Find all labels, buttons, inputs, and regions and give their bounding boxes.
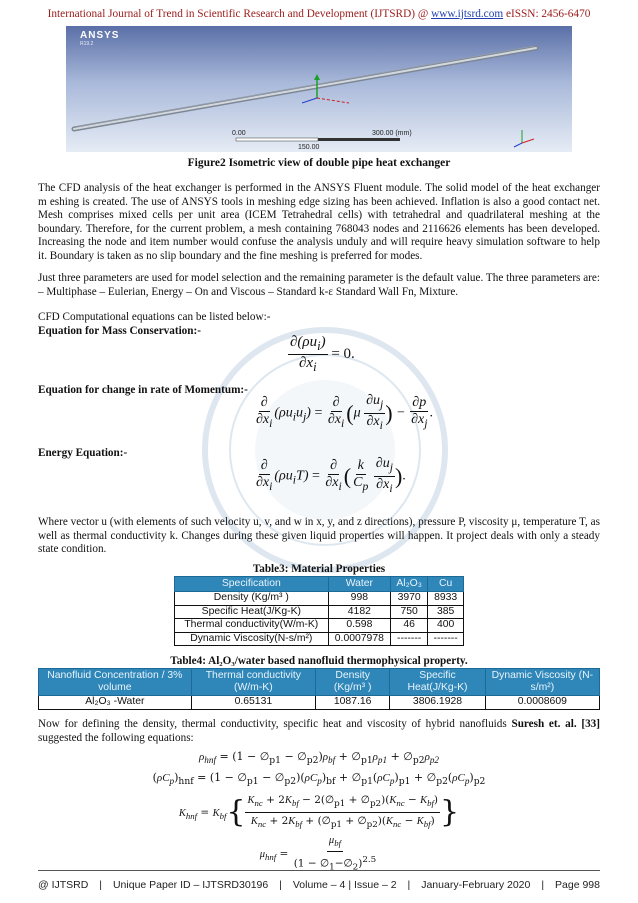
viscosity-formula: $\mu_{hnf}$ = $\frac{\mu_{bf}}{(1 - \emptyset_1-\emptyset_2)^{2.5}}$ — [0, 832, 638, 876]
footer-separator: | — [407, 879, 411, 891]
table-row — [175, 619, 464, 633]
scale-mid-label: 150.00 — [298, 144, 320, 151]
paragraph-parameters: Just three parameters are used for model selection and the remaining parameter is the default value. The three parameters are: – Multiphase – Eulerian, Energy – On and Viscous – Standard k-ε Standard Wall Fn, Mixture. — [38, 272, 600, 298]
reference-citation: Suresh et. al. [33] — [511, 718, 600, 730]
ansys-version: R19.2 — [80, 41, 94, 47]
scale-end-label: 300.00 (mm) — [372, 130, 412, 137]
footer-separator: | — [541, 879, 545, 891]
table-cell: 0.0007978 — [328, 632, 390, 646]
table-cell: 385 — [428, 605, 464, 619]
table-cell: 1087.16 — [316, 696, 390, 710]
table3-title: Table3: Material Properties — [252, 563, 386, 575]
double-pipe-model — [74, 46, 536, 129]
table-header-cell: Al₂O₃ — [391, 577, 428, 592]
table-cell: ------- — [428, 632, 464, 646]
table-cell: Specific Heat(J/Kg-K) — [175, 605, 329, 619]
table-header-cell: Dynamic Viscosity (N-s/m²) — [485, 669, 599, 696]
energy-heading: Energy Equation:- — [38, 447, 128, 459]
table-row — [39, 696, 600, 710]
table-cell: 8933 — [428, 592, 464, 606]
material-properties-table — [174, 576, 464, 646]
table-cell: 400 — [428, 619, 464, 633]
footer-separator: | — [99, 879, 103, 891]
table-cell: 3806.1928 — [390, 696, 485, 710]
table-header-row — [175, 577, 464, 592]
momentum-heading: Equation for change in rate of Momentum:- — [38, 384, 248, 396]
table-cell: 0.598 — [328, 619, 390, 633]
paragraph-nanofluid-definitions — [38, 718, 600, 745]
table-header-cell: Cu — [428, 577, 464, 592]
table-header-cell: Water — [328, 577, 390, 592]
table-cell: Dynamic Viscosity(N-s/m²) — [175, 632, 329, 646]
table-cell: 0.65131 — [191, 696, 315, 710]
table4-title: Table4: Al₂O₃/water based nanofluid thermophysical property. — [170, 655, 468, 667]
footer-volume: Volume – 4 | Issue – 2 — [292, 879, 397, 891]
journal-issn: eISSN: 2456-6470 — [503, 8, 591, 20]
mass-conservation-heading: Equation for Mass Conservation:- — [38, 325, 201, 337]
table-cell: 4182 — [328, 605, 390, 619]
ansys-isometric-figure — [66, 26, 572, 152]
page-footer — [38, 879, 600, 891]
footer-separator: | — [279, 879, 282, 891]
table-header-cell: Thermal conductivity (W/m-K) — [191, 669, 315, 696]
footer-divider — [38, 870, 600, 871]
table-cell: Thermal conductivity(W/m-K) — [175, 619, 329, 633]
paragraph-cfd-analysis: The CFD analysis of the heat exchanger is performed in the ANSYS Fluent module. The solid model of the heat exchanger m eshing is created. The use of ANSYS tools in meshing edge sizing has been achieved. Inflation is also a good contact net. Mesh comprises mixed cells per unit area (ICEM Tetrahedral cells) with tetrahedral and quadrilateral meshing at the boundary. Therefore, for the current problem, a mesh containing 768043 nodes and 2116626 elements has been developed. Increasing the node and item number would confuse the analysis unduly and will require heavy simulation software to help it. Boundary is taken as no slip boundary and the fine meshing is preferred for modes. — [38, 182, 600, 262]
footer-date: January-February 2020 — [421, 879, 531, 891]
corner-triad-icon — [514, 130, 534, 147]
para4-text-a: Now for defining the density, thermal conductivity, specific heat and viscosity of hybrid nanofluids — [38, 718, 512, 730]
scale-bar — [232, 130, 412, 151]
energy-equation: $\frac{\partial}{\partial x_i}$ $(\rho u_iT)$ = $\frac{\partial}{\partial x_i}$ ( $\frac{k}{C_p}$ $\frac{\partial u_j}{\partial x_i}$ ). — [256, 456, 406, 495]
ansys-logo: ANSYS — [80, 30, 120, 41]
paragraph-variables: Where vector u (with elements of such velocity u, v, and w in x, y, and z directions), pressure P, viscosity μ, temperature T, as well as thermal conductivity k. Changes during these given liquid properties will happen. It project deals with only a steady state condition. — [38, 516, 600, 556]
journal-header — [0, 8, 638, 20]
table-row — [175, 605, 464, 619]
table-cell: 0.0008609 — [485, 696, 599, 710]
table-cell: Al₂O₃ -Water — [39, 696, 192, 710]
heat-exchanger-drawing — [66, 26, 572, 152]
footer-paper-id: Unique Paper ID – IJTSRD30196 — [112, 879, 269, 891]
table-header-row — [39, 669, 600, 696]
momentum-equation: $\frac{\partial}{\partial x_i}$ $(\rho u_iu_j)$ = $\frac{\partial}{\partial x_i}$ (μ $\frac{\partial u_j}{\partial x_i}$ ) − $\frac{\partial p}{\partial x_j}$ . — [256, 393, 433, 432]
table-header-cell: Specific Heat(J/Kg-K) — [390, 669, 485, 696]
table-header-cell: Density (Kg/m³ ) — [316, 669, 390, 696]
mass-conservation-equation: $\frac{\partial(\rho u_i)}{\partial x_i}$ = 0. — [290, 334, 355, 374]
table-header-cell: Specification — [175, 577, 329, 592]
table-cell: 998 — [328, 592, 390, 606]
footer-journal: @ IJTSRD — [38, 879, 89, 891]
figure-caption: Figure2 Isometric view of double pipe heat exchanger — [187, 157, 451, 169]
thermal-conductivity-formula: $K_{hnf} = K_{bf}${ $\frac{K_{nc} + 2K_{bf} - 2(\emptyset_{p1} + \emptyset_{p2})(K_{nc} - K_{bf})}{K_{nc} + 2K_{bf} + (\emptyset_{p1} + \emptyset_{p2})(K_{nc} - K_{bf})}$ } — [178, 794, 460, 831]
table-row — [175, 592, 464, 606]
footer-page-number: Page 998 — [555, 879, 600, 891]
table-cell: 750 — [391, 605, 428, 619]
density-formula: $\rho_{hnf} = (1$ − $\emptyset_{p1}$ − $\emptyset_{p2})\rho_{bf}$ + $\emptyset_{p1}\rho_{p1}$ + $\emptyset_{p2}\rho_{p2}$ — [199, 750, 439, 767]
specific-heat-formula: $(\rho C_p)_{hnf} = (1$ − $\emptyset_{p1}$ − $\emptyset_{p2})(\rho C_p)_{bf}$ + $\emptyset_{p1}(\rho C_p)_{p1}$ + $\emptyset_{p2}(\rho C_p)_{p2}$ — [152, 771, 486, 788]
table-cell: Density (Kg/m³ ) — [175, 592, 329, 606]
table-header-cell: Nanofluid Concentration / 3% volume — [39, 669, 192, 696]
table-cell: 46 — [391, 619, 428, 633]
table-cell: 3970 — [391, 592, 428, 606]
table-row — [175, 632, 464, 646]
para4-text-b: suggested the following equations: — [38, 731, 194, 744]
journal-site-link[interactable]: www.ijtsrd.com — [431, 8, 504, 20]
nanofluid-property-table — [38, 668, 600, 710]
table-cell: ------- — [391, 632, 428, 646]
scale-start-label: 0.00 — [232, 130, 246, 137]
cfd-intro-line: CFD Computational equations can be listed below:- — [38, 311, 271, 323]
journal-title: International Journal of Trend in Scientific Research and Development (IJTSRD) @ — [47, 8, 432, 20]
